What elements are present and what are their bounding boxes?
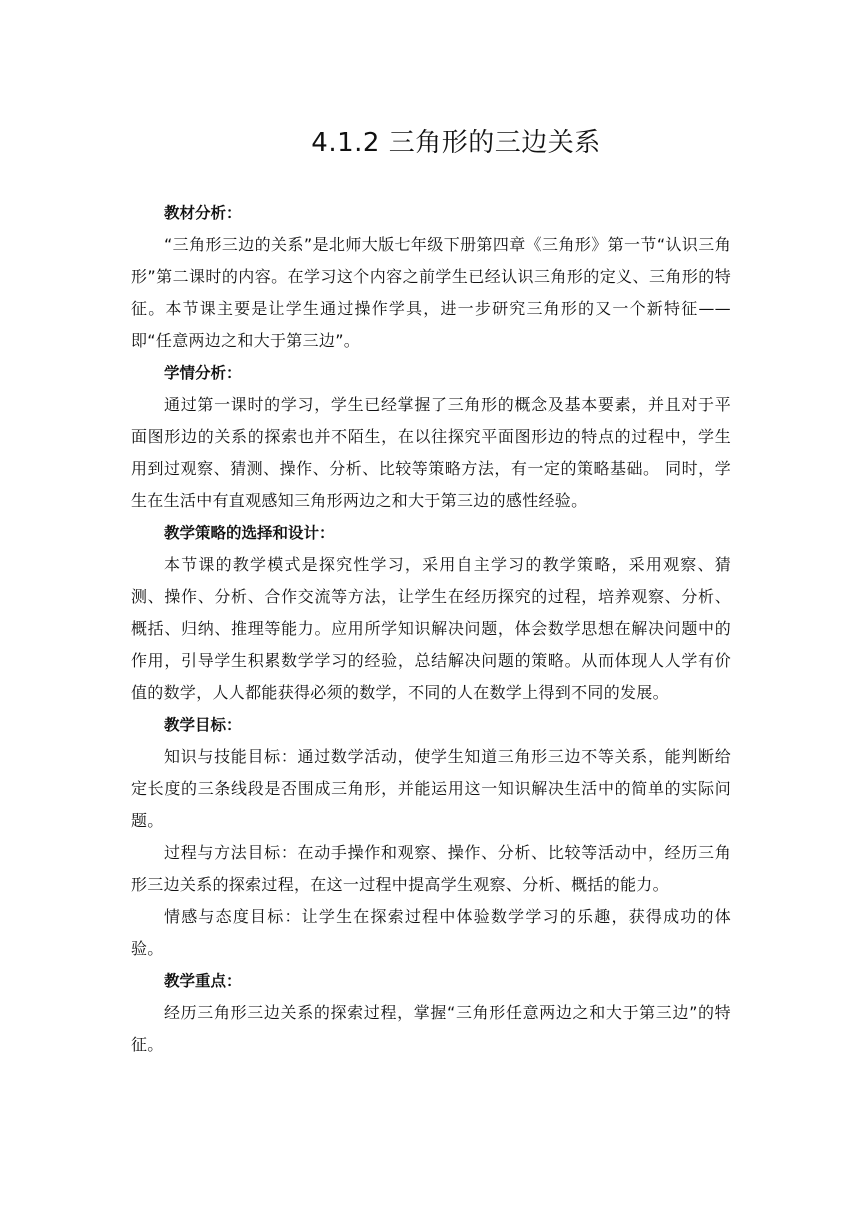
section-paragraph: 情感与态度目标：让学生在探索过程中体验数学学习的乐趣，获得成功的体验。 bbox=[131, 907, 731, 958]
section-paragraph: 过程与方法目标：在动手操作和观察、操作、分析、比较等活动中，经历三角形三边关系的探索过程，在这一过程中提高学生观察、分析、概括的能力。 bbox=[131, 843, 731, 894]
document-title: 4.1.2 三角形的三边关系 bbox=[311, 128, 601, 158]
section-paragraph: 知识与技能目标：通过数学活动，使学生知道三角形三边不等关系，能判断给定长度的三条线段是否围成三角形，并能运用这一知识解决生活中的简单的实际问题。 bbox=[131, 747, 731, 830]
section-heading: 教学策略的选择和设计： bbox=[164, 524, 335, 542]
section-paragraph: “三角形三边的关系”是北师大版七年级下册第四章《三角形》第一节“认识三角形”第二课时的内容。在学习这个内容之前学生已经认识三角形的定义、三角形的特征。本节课主要是让学生通过操作学具，进一步研究三角形的又一个新特征——即“任意两边之和大于第三边”。 bbox=[131, 235, 731, 350]
section-textbook-analysis bbox=[131, 197, 731, 357]
section-heading: 教材分析： bbox=[164, 204, 242, 222]
section-student-analysis bbox=[131, 357, 731, 517]
document-page bbox=[131, 123, 731, 1061]
section-paragraph: 本节课的教学模式是探究性学习，采用自主学习的教学策略，采用观察、猜测、操作、分析、合作交流等方法，让学生在经历探究的过程，培养观察、分析、概括、归纳、推理等能力。应用所学知识解决问题，体会数学思想在解决问题中的作用，引导学生积累数学学习的经验，总结解决问题的策略。从而体现人人学有价值的数学，人人都能获得必须的数学，不同的人在数学上得到不同的发展。 bbox=[131, 555, 731, 702]
section-heading: 教学目标： bbox=[164, 716, 242, 734]
section-teaching-strategy bbox=[131, 517, 731, 709]
section-paragraph: 经历三角形三边关系的探索过程，掌握“三角形任意两边之和大于第三边”的特征。 bbox=[131, 1003, 731, 1054]
section-paragraph: 通过第一课时的学习，学生已经掌握了三角形的概念及基本要素，并且对于平面图形边的关系的探索也并不陌生，在以往探究平面图形边的特点的过程中，学生用到过观察、猜测、操作、分析、比较等策略方法，有一定的策略基础。 同时，学生在生活中有直观感知三角形两边之和大于第三边的感性经验。 bbox=[131, 395, 731, 510]
section-heading: 教学重点： bbox=[164, 972, 242, 990]
section-teaching-objectives bbox=[131, 709, 731, 965]
section-heading: 学情分析： bbox=[164, 364, 242, 382]
section-teaching-focus bbox=[131, 965, 731, 1061]
